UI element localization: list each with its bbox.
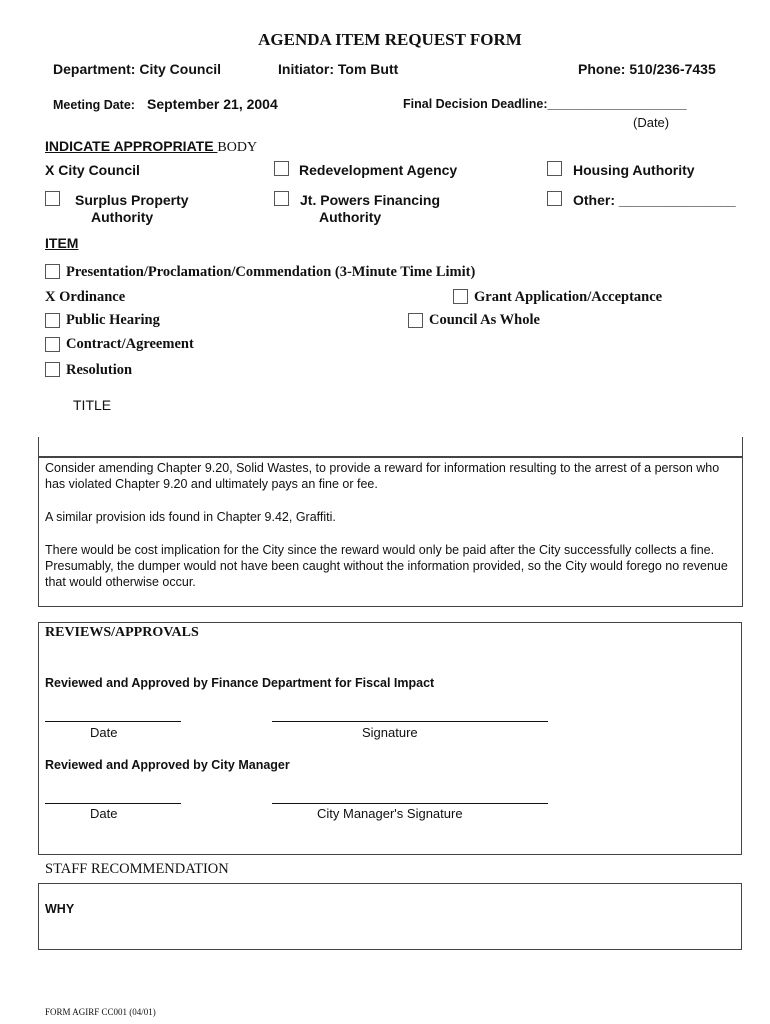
meeting-date-value: September 21, 2004	[147, 96, 278, 112]
finance-date-label: Date	[90, 725, 118, 740]
surplus-property-label-1: Surplus Property	[75, 192, 189, 208]
body-heading-underlined: INDICATE APPROPRIATE	[45, 138, 218, 154]
meeting-date-label: Meeting Date:	[53, 98, 135, 112]
form-title: AGENDA ITEM REQUEST FORM	[258, 30, 522, 49]
resolution-checkbox[interactable]	[45, 362, 60, 377]
ordinance-option[interactable]: X Ordinance	[45, 289, 126, 305]
council-whole-label: Council As Whole	[429, 312, 540, 328]
grant-checkbox[interactable]	[453, 289, 468, 304]
cm-signature-label: City Manager's Signature	[317, 806, 463, 821]
staff-recommendation-heading: STAFF RECOMMENDATION	[45, 861, 229, 877]
department-field: Department: City Council	[53, 61, 222, 77]
date-hint: (Date)	[633, 115, 670, 130]
redevelopment-label: Redevelopment Agency	[299, 162, 458, 178]
city-council-option[interactable]: X City Council	[45, 162, 140, 178]
public-hearing-checkbox[interactable]	[45, 313, 60, 328]
why-label: WHY	[45, 902, 75, 916]
title-field[interactable]	[38, 437, 743, 458]
jt-powers-checkbox[interactable]	[274, 191, 289, 206]
contract-checkbox[interactable]	[45, 337, 60, 352]
redevelopment-checkbox[interactable]	[274, 161, 289, 176]
phone-field: Phone: 510/236-7435	[578, 61, 716, 77]
jt-powers-label-1: Jt. Powers Financing	[300, 192, 441, 208]
resolution-label: Resolution	[66, 362, 133, 378]
finance-signature-line[interactable]	[272, 721, 548, 722]
title-label: TITLE	[73, 397, 112, 413]
contract-label: Contract/Agreement	[66, 336, 194, 352]
cm-signature-line[interactable]	[272, 803, 548, 804]
initiator-field: Initiator: Tom Butt	[278, 61, 399, 77]
surplus-property-checkbox[interactable]	[45, 191, 60, 206]
description-paragraph-2: A similar provision ids found in Chapter 9.42, Graffiti.	[45, 510, 336, 524]
jt-powers-label-2: Authority	[319, 209, 382, 225]
body-section-heading	[45, 138, 257, 156]
reviews-heading: REVIEWS/APPROVALS	[45, 625, 199, 640]
surplus-property-label-2: Authority	[91, 209, 154, 225]
public-hearing-label: Public Hearing	[66, 312, 160, 328]
presentation-checkbox[interactable]	[45, 264, 60, 279]
form-code-footer: FORM AGIRF CC001 (04/01)	[45, 1007, 156, 1017]
staff-recommendation-box[interactable]	[38, 883, 742, 950]
housing-checkbox[interactable]	[547, 161, 562, 176]
finance-approval-label: Reviewed and Approved by Finance Department for Fiscal Impact	[45, 676, 435, 690]
grant-label: Grant Application/Acceptance	[474, 289, 663, 305]
city-manager-approval-label: Reviewed and Approved by City Manager	[45, 758, 290, 772]
item-heading: ITEM	[45, 235, 79, 251]
housing-label: Housing Authority	[573, 162, 695, 178]
presentation-label: Presentation/Proclamation/Commendation (3-Minute Time Limit)	[66, 264, 476, 280]
council-whole-checkbox[interactable]	[408, 313, 423, 328]
final-decision-deadline: Final Decision Deadline:____________________	[403, 97, 687, 111]
description-paragraph-3: There would be cost implication for the City since the reward would only be paid after the City successfully collects a fine. Presumably, the dumper would not have been caught without the information provided, so the City would forego no revenue that would otherwise occur.	[45, 543, 728, 589]
body-heading-rest: BODY	[217, 140, 258, 155]
finance-date-line[interactable]	[45, 721, 181, 722]
cm-date-label: Date	[90, 806, 118, 821]
cm-date-line[interactable]	[45, 803, 181, 804]
description-paragraph-1: Consider amending Chapter 9.20, Solid Wastes, to provide a reward for information resulting to the arrest of a person who has violated Chapter 9.20 and ultimately pays an fine or fee.	[45, 461, 720, 491]
other-label: Other: _______________	[573, 192, 736, 208]
finance-signature-label: Signature	[362, 725, 418, 740]
other-checkbox[interactable]	[547, 191, 562, 206]
